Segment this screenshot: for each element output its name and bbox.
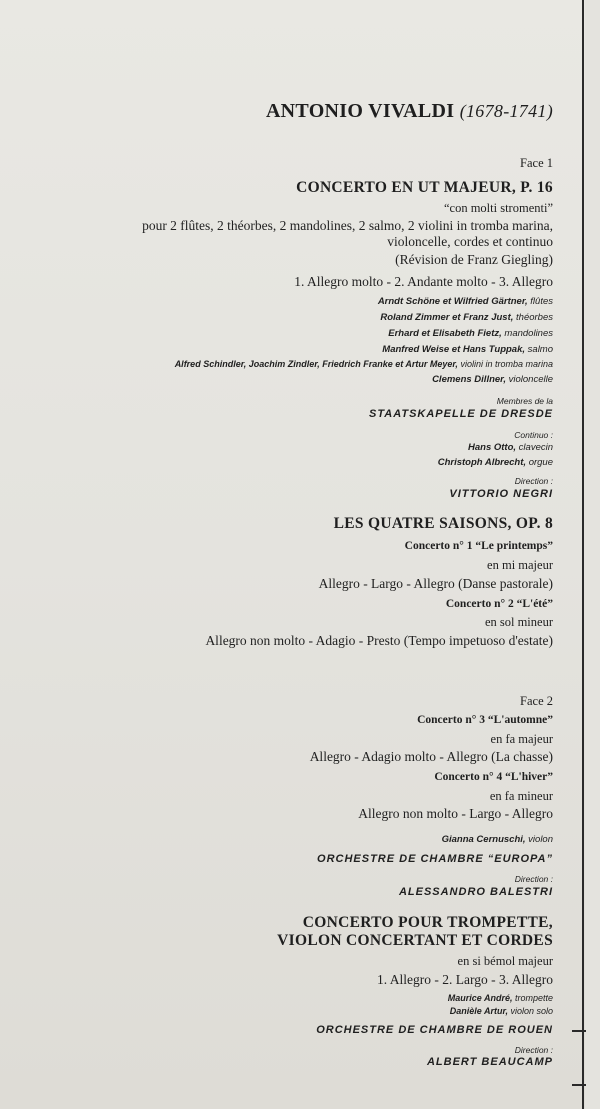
work-3-key: en si bémol majeur — [457, 954, 553, 968]
work-3-title-line-2: VIOLON CONCERTANT ET CORDES — [277, 932, 553, 949]
performer-line: Maurice André, trompette — [447, 993, 553, 1003]
performer-line: Roland Zimmer et Franz Just, théorbes — [380, 312, 553, 323]
direction-label: Direction : — [514, 874, 553, 884]
concerto-2-movements: Allegro non molto - Adagio - Presto (Tempo impetuoso d'estate) — [205, 633, 553, 648]
direction-label: Direction : — [514, 476, 553, 486]
concerto-1-movements: Allegro - Largo - Allegro (Danse pastorale) — [318, 576, 553, 591]
continuo-label: Continuo : — [514, 430, 553, 440]
composer-name: ANTONIO VIVALDI — [265, 100, 455, 122]
work-3-movements: 1. Allegro - 2. Largo - 3. Allegro — [377, 972, 553, 987]
work-3-title-line-1: CONCERTO POUR TROMPETTE, — [302, 914, 553, 931]
conductor-balestri: ALESSANDRO BALESTRI — [398, 886, 553, 898]
concerto-1-title: Concerto n° 1 “Le printemps” — [404, 540, 553, 552]
work-1-title: CONCERTO EN UT MAJEUR, P. 16 — [296, 179, 553, 196]
work-2-title: LES QUATRE SAISONS, OP. 8 — [333, 515, 553, 532]
direction-label: Direction : — [514, 1045, 553, 1055]
concerto-4-movements: Allegro non molto - Largo - Allegro — [358, 806, 553, 821]
conductor-beaucamp: ALBERT BEAUCAMP — [426, 1056, 553, 1068]
work-1-movements: 1. Allegro molto - 2. Andante molto - 3. Allegro — [294, 274, 553, 289]
face-1-label: Face 1 — [520, 156, 553, 170]
work-1-revision: (Révision de Franz Giegling) — [395, 252, 553, 267]
concerto-4-title: Concerto n° 4 “L'hiver” — [434, 771, 553, 783]
composer-dates: (1678-1741) — [459, 101, 553, 121]
conductor-negri: VITTORIO NEGRI — [449, 488, 553, 500]
work-1-scoring-line-2: violoncelle, cordes et continuo — [387, 234, 553, 249]
concerto-2-key: en sol mineur — [484, 615, 553, 629]
work-1-scoring-line-1: pour 2 flûtes, 2 théorbes, 2 mandolines, 2 salmo, 2 violini in tromba marina, — [142, 218, 553, 233]
performer-line: Alfred Schindler, Joachim Zindler, Friedrich Franke et Artur Meyer, violini in tromba marina — [174, 359, 553, 369]
concerto-1-key: en mi majeur — [487, 558, 553, 572]
members-label: Membres de la — [496, 396, 553, 406]
soloist-line: Gianna Cernuschi, violon — [441, 834, 553, 845]
continuo-line: Hans Otto, clavecin — [468, 442, 553, 453]
orchestra-rouen: ORCHESTRE DE CHAMBRE DE ROUEN — [316, 1024, 553, 1036]
concerto-4-key: en fa mineur — [489, 789, 553, 803]
sleeve-edge-bracket — [572, 1030, 586, 1086]
work-1-subtitle: “con molti stromenti” — [443, 201, 553, 215]
continuo-line: Christoph Albrecht, orgue — [437, 457, 553, 468]
performer-line: Danièle Artur, violon solo — [449, 1006, 553, 1016]
concerto-3-title: Concerto n° 3 “L'automne” — [417, 714, 553, 726]
sleeve-edge-line — [582, 0, 584, 1109]
performer-line: Manfred Weise et Hans Tuppak, salmo — [382, 344, 553, 355]
composer-heading — [266, 100, 553, 123]
performer-line: Clemens Dillner, violoncelle — [432, 374, 553, 385]
concerto-3-movements: Allegro - Adagio molto - Allegro (La chasse) — [309, 749, 553, 764]
concerto-3-key: en fa majeur — [490, 732, 553, 746]
face-2-label: Face 2 — [520, 694, 553, 708]
performer-line: Erhard et Elisabeth Fietz, mandolines — [388, 328, 553, 339]
performer-line: Arndt Schöne et Wilfried Gärtner, flûtes — [377, 296, 553, 307]
orchestra-europa: ORCHESTRE DE CHAMBRE “EUROPA” — [317, 853, 553, 865]
orchestra-dresde: STAATSKAPELLE DE DRESDE — [369, 408, 553, 420]
concerto-2-title: Concerto n° 2 “L'été” — [445, 598, 553, 610]
